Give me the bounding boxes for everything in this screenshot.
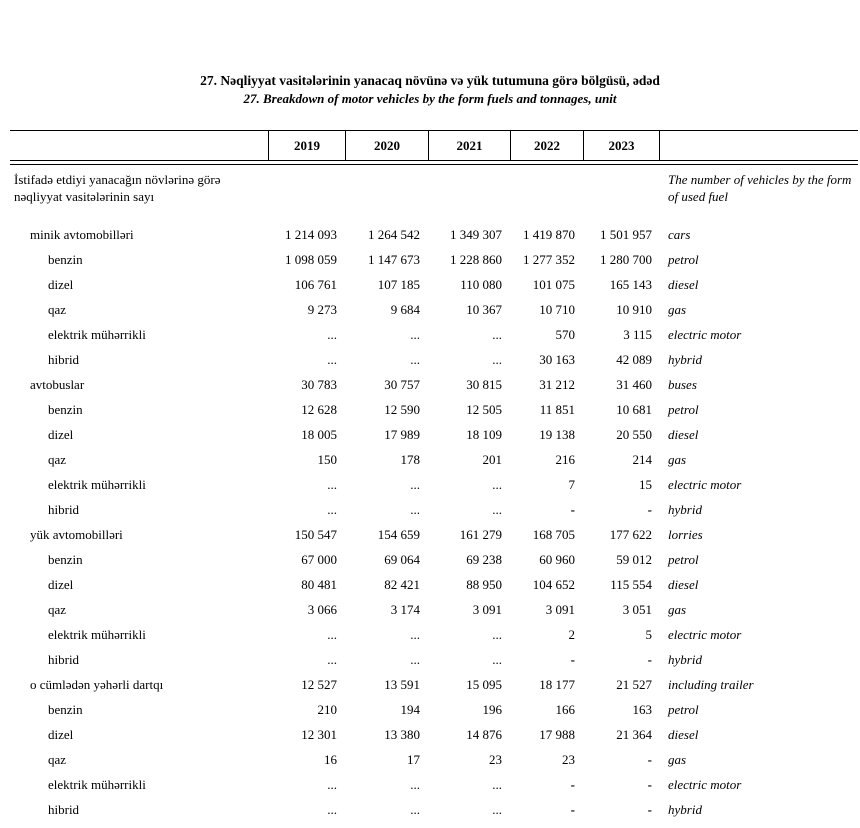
value-cell: 17 [407, 751, 420, 767]
table-row [10, 222, 858, 247]
row-label-az: benzin [48, 251, 83, 267]
year-header-cell: 2021 [428, 131, 510, 160]
value-cell: ... [327, 326, 337, 342]
value-cell: - [647, 651, 652, 667]
value-cell: 11 851 [539, 401, 575, 417]
value-cell: ... [492, 476, 502, 492]
value-cell: 21 527 [616, 676, 652, 692]
year-header-cell: 2019 [268, 131, 345, 160]
table-row [10, 497, 858, 522]
value-cell: 30 783 [301, 376, 337, 392]
value-cell: ... [492, 501, 502, 517]
value-cell: 12 527 [301, 676, 337, 692]
value-cell: 42 089 [616, 351, 652, 367]
row-label-en: petrol [668, 251, 699, 267]
value-cell: - [647, 801, 652, 817]
table-row [10, 547, 858, 572]
table-header-row [10, 130, 858, 161]
table-section-row [10, 165, 858, 222]
row-label-az: benzin [48, 401, 83, 417]
row-label-en: hybrid [668, 651, 702, 667]
value-cell: 20 550 [616, 426, 652, 442]
value-cell: 12 301 [301, 726, 337, 742]
value-cell: 194 [400, 701, 420, 717]
value-cell: ... [327, 351, 337, 367]
value-cell: 9 273 [307, 301, 337, 317]
year-header-cell: 2020 [345, 131, 428, 160]
value-cell: 1 228 860 [450, 251, 502, 267]
value-cell: ... [492, 801, 502, 817]
row-label-az: avtobuslar [30, 376, 85, 392]
value-cell: 1 349 307 [450, 226, 502, 242]
value-cell: - [570, 776, 575, 792]
row-label-en: diesel [668, 576, 699, 592]
value-cell: 23 [562, 751, 575, 767]
row-label-en: electric motor [668, 776, 742, 792]
value-cell: 23 [489, 751, 502, 767]
value-cell: 69 238 [466, 551, 502, 567]
value-cell: 1 147 673 [368, 251, 420, 267]
row-label-en: electric motor [668, 626, 742, 642]
value-cell: ... [327, 626, 337, 642]
value-cell: 107 185 [377, 276, 420, 292]
value-cell: 13 591 [384, 676, 420, 692]
table-row [10, 672, 858, 697]
value-cell: - [570, 501, 575, 517]
value-cell: - [570, 651, 575, 667]
value-cell: 1 277 352 [523, 251, 575, 267]
row-label-en: electric motor [668, 326, 742, 342]
table-row [10, 697, 858, 722]
row-label-en: petrol [668, 701, 699, 717]
value-cell: 1 280 700 [600, 251, 652, 267]
value-cell: ... [327, 776, 337, 792]
table-row [10, 397, 858, 422]
row-label-az: elektrik mühərrikli [48, 626, 146, 642]
row-label-az: hibrid [48, 801, 80, 817]
table-row [10, 247, 858, 272]
row-label-en: diesel [668, 726, 699, 742]
row-label-az: yük avtomobilləri [30, 526, 123, 542]
value-cell: 2 [568, 626, 575, 642]
value-cell: 10 367 [466, 301, 502, 317]
value-cell: 110 080 [460, 276, 502, 292]
value-cell: 60 960 [539, 551, 575, 567]
value-cell: ... [410, 351, 420, 367]
header-empty-cell [660, 131, 858, 160]
value-cell: 31 212 [539, 376, 575, 392]
table-row [10, 322, 858, 347]
value-cell: - [647, 751, 652, 767]
value-cell: ... [410, 801, 420, 817]
value-cell: - [647, 776, 652, 792]
value-cell: 177 622 [609, 526, 652, 542]
value-cell: ... [492, 651, 502, 667]
value-cell: ... [410, 476, 420, 492]
row-label-az: qaz [48, 451, 67, 467]
value-cell: 10 910 [616, 301, 652, 317]
row-label-az: elektrik mühərrikli [48, 326, 146, 342]
section-spacer [250, 172, 660, 222]
table-row [10, 522, 858, 547]
value-cell: - [570, 801, 575, 817]
value-cell: 5 [645, 626, 652, 642]
value-cell: 21 364 [616, 726, 652, 742]
value-cell: ... [410, 326, 420, 342]
value-cell: 104 652 [532, 576, 575, 592]
value-cell: 17 988 [539, 726, 575, 742]
value-cell: 168 705 [532, 526, 575, 542]
value-cell: 59 012 [616, 551, 652, 567]
value-cell: 1 501 957 [600, 226, 652, 242]
value-cell: 161 279 [459, 526, 502, 542]
value-cell: 3 174 [390, 601, 420, 617]
value-cell: ... [410, 651, 420, 667]
table-row [10, 772, 858, 797]
row-label-en: gas [668, 751, 687, 767]
value-cell: ... [327, 801, 337, 817]
value-cell: 1 264 542 [368, 226, 420, 242]
year-header-cell: 2023 [583, 131, 660, 160]
row-label-en: lorries [668, 526, 703, 542]
row-label-en: petrol [668, 401, 699, 417]
row-label-en: petrol [668, 551, 699, 567]
value-cell: 3 115 [623, 326, 652, 342]
table-row [10, 722, 858, 747]
value-cell: 201 [482, 451, 502, 467]
value-cell: 67 000 [301, 551, 337, 567]
value-cell: 13 380 [384, 726, 420, 742]
data-table [10, 130, 858, 822]
value-cell: 3 051 [622, 601, 652, 617]
table-row [10, 597, 858, 622]
row-label-en: diesel [668, 426, 699, 442]
row-label-az: qaz [48, 601, 67, 617]
value-cell: 18 005 [301, 426, 337, 442]
row-label-en: hybrid [668, 501, 702, 517]
row-label-az: dizel [48, 576, 74, 592]
value-cell: 18 109 [466, 426, 502, 442]
value-cell: 12 628 [301, 401, 337, 417]
row-label-en: gas [668, 451, 687, 467]
value-cell: 165 143 [609, 276, 652, 292]
value-cell: 1 214 093 [285, 226, 337, 242]
row-label-en: including trailer [668, 676, 754, 692]
value-cell: ... [492, 351, 502, 367]
value-cell: 178 [400, 451, 420, 467]
table-row [10, 422, 858, 447]
page-title: 27. Nəqliyyat vasitələrinin yanacaq növünə və yük tutumuna görə bölgüsü, ədəd [200, 73, 660, 88]
value-cell: 17 989 [384, 426, 420, 442]
row-label-en: diesel [668, 276, 699, 292]
value-cell: 150 [317, 451, 337, 467]
table-row [10, 647, 858, 672]
row-label-az: minik avtomobilləri [30, 226, 134, 242]
value-cell: 101 075 [532, 276, 575, 292]
value-cell: 7 [568, 476, 575, 492]
row-label-az: o cümlədən yəhərli dartqı [30, 676, 164, 692]
value-cell: ... [410, 501, 420, 517]
value-cell: 10 710 [539, 301, 575, 317]
row-label-az: benzin [48, 551, 83, 567]
row-label-en: cars [668, 226, 691, 242]
table-row [10, 447, 858, 472]
section-label-az-text: İstifadə etdiyi yanacağın növlərinə görə nəqliyyat vasitələrinin sayı [14, 172, 221, 204]
value-cell: 80 481 [301, 576, 337, 592]
row-label-az: dizel [48, 276, 74, 292]
section-label-az [10, 172, 250, 222]
row-label-az: elektrik mühərrikli [48, 776, 146, 792]
value-cell: 210 [317, 701, 337, 717]
value-cell: ... [327, 651, 337, 667]
value-cell: ... [327, 501, 337, 517]
row-label-az: hibrid [48, 501, 80, 517]
value-cell: 106 761 [294, 276, 337, 292]
value-cell: ... [492, 776, 502, 792]
value-cell: 82 421 [384, 576, 420, 592]
value-cell: 10 681 [616, 401, 652, 417]
value-cell: 69 064 [384, 551, 420, 567]
table-body [10, 222, 858, 822]
table-row [10, 797, 858, 822]
row-label-az: qaz [48, 301, 67, 317]
value-cell: 14 876 [466, 726, 502, 742]
value-cell: ... [327, 476, 337, 492]
row-label-en: gas [668, 601, 687, 617]
value-cell: 166 [555, 701, 575, 717]
value-cell: 3 066 [307, 601, 337, 617]
section-label-en: The number of vehicles by the form of used fuel [668, 172, 852, 204]
value-cell: 9 684 [390, 301, 420, 317]
value-cell: 216 [555, 451, 575, 467]
value-cell: 30 163 [539, 351, 575, 367]
value-cell: 570 [555, 326, 575, 342]
value-cell: 115 554 [610, 576, 652, 592]
value-cell: 30 757 [384, 376, 420, 392]
value-cell: ... [492, 626, 502, 642]
table-row [10, 472, 858, 497]
table-row [10, 572, 858, 597]
value-cell: 196 [482, 701, 502, 717]
row-label-az: dizel [48, 726, 74, 742]
value-cell: ... [492, 326, 502, 342]
value-cell: 31 460 [616, 376, 652, 392]
row-label-az: benzin [48, 701, 83, 717]
row-label-az: elektrik mühərrikli [48, 476, 146, 492]
table-row [10, 272, 858, 297]
row-label-en: gas [668, 301, 687, 317]
row-label-en: buses [668, 376, 697, 392]
row-label-en: electric motor [668, 476, 742, 492]
page-subtitle: 27. Breakdown of motor vehicles by the form fuels and tonnages, unit [243, 91, 617, 106]
value-cell: 150 547 [294, 526, 337, 542]
value-cell: ... [410, 776, 420, 792]
row-label-az: qaz [48, 751, 67, 767]
table-row [10, 347, 858, 372]
value-cell: - [647, 501, 652, 517]
value-cell: 19 138 [539, 426, 575, 442]
row-label-en: hybrid [668, 801, 702, 817]
value-cell: 12 505 [466, 401, 502, 417]
value-cell: 3 091 [545, 601, 575, 617]
value-cell: 154 659 [377, 526, 420, 542]
value-cell: 15 [639, 476, 652, 492]
value-cell: 30 815 [466, 376, 502, 392]
value-cell: 1 098 059 [285, 251, 337, 267]
header-empty-cell [10, 131, 268, 160]
value-cell: 15 095 [466, 676, 502, 692]
value-cell: 18 177 [539, 676, 575, 692]
value-cell: 163 [632, 701, 652, 717]
row-label-en: hybrid [668, 351, 702, 367]
value-cell: 16 [324, 751, 337, 767]
table-row [10, 372, 858, 397]
row-label-az: hibrid [48, 351, 80, 367]
value-cell: ... [410, 626, 420, 642]
value-cell: 3 091 [472, 601, 502, 617]
value-cell: 1 419 870 [523, 226, 575, 242]
value-cell: 214 [632, 451, 652, 467]
row-label-az: dizel [48, 426, 74, 442]
value-cell: 12 590 [384, 401, 420, 417]
row-label-az: hibrid [48, 651, 80, 667]
table-row [10, 297, 858, 322]
value-cell: 88 950 [466, 576, 502, 592]
table-row [10, 622, 858, 647]
year-header-cell: 2022 [510, 131, 583, 160]
table-row [10, 747, 858, 772]
